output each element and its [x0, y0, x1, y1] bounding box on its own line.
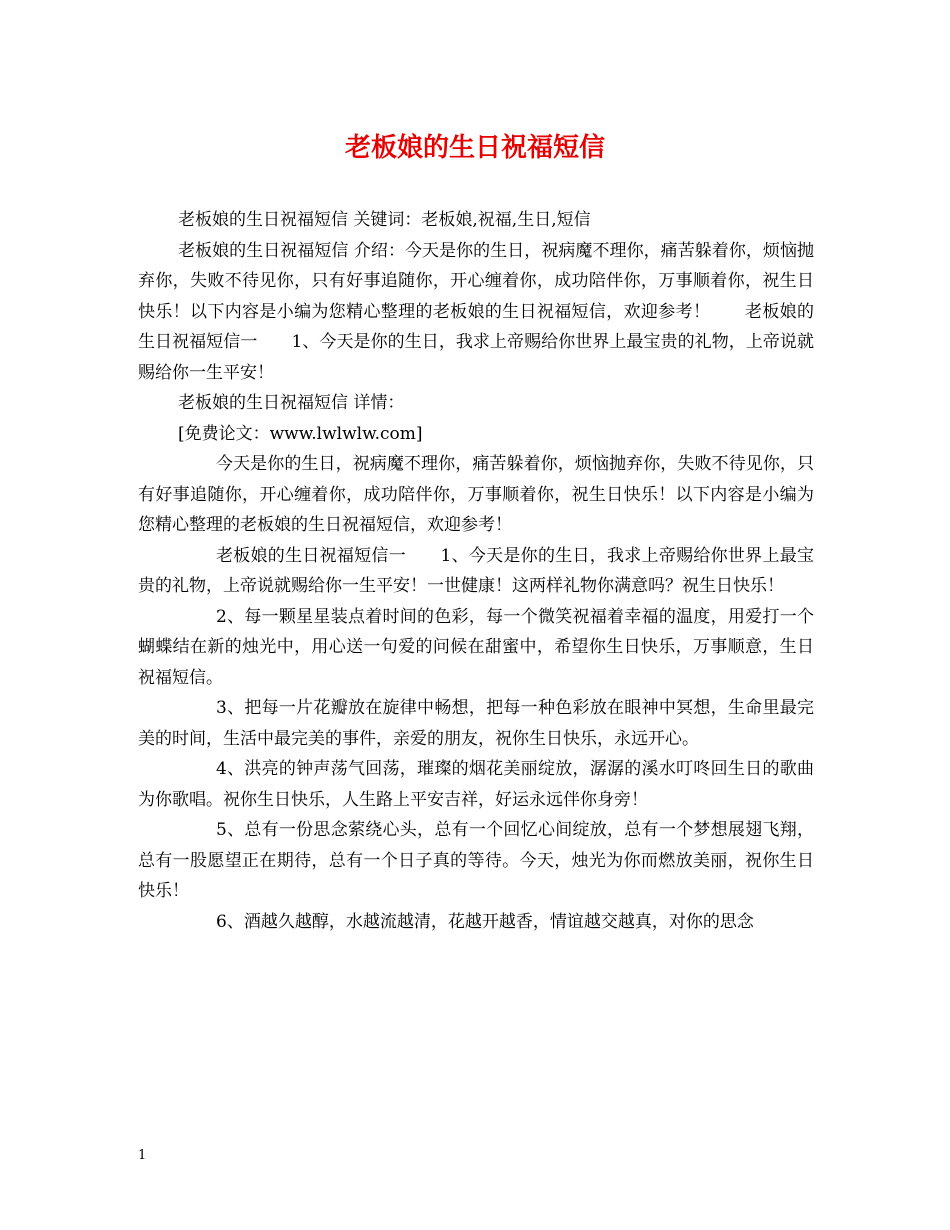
details-heading: 老板娘的生日祝福短信 详情：	[178, 393, 405, 413]
message-6-paragraph: 6、酒越久越醇，水越流越清，花越开越香，情谊越交越真，对你的思念	[216, 911, 754, 932]
document-body	[138, 205, 814, 937]
page-number: 1	[138, 1148, 147, 1163]
keywords-paragraph: 老板娘的生日祝福短信 关键词：老板娘,祝福,生日,短信	[178, 210, 591, 230]
message-2-paragraph: 2、每一颗星星装点着时间的色彩，每一个微笑祝福着幸福的温度，用爱打一个蝴蝶结在新的烛光中，用心送一句爱的问候在甜蜜中，希望你生日快乐，万事顺意，生日祝福短信。	[138, 606, 814, 688]
body-paragraph: 今天是你的生日，祝病魔不理你，痛苦躲着你，烦恼抛弃你，失败不待见你，只有好事追随你，开心缠着你，成功陪伴你，万事顺着你，祝生日快乐！以下内容是小编为您精心整理的老板娘的生日祝福短信，欢迎参考！	[138, 454, 814, 535]
source-link-text: [免费论文：www.lwlwlw.com]	[178, 423, 423, 444]
message-3-paragraph: 3、把每一片花瓣放在旋律中畅想，把每一种色彩放在眼神中冥想，生命里最完美的时间，生活中最完美的事件，亲爱的朋友，祝你生日快乐，永远开心。	[138, 698, 814, 749]
message-5-paragraph: 5、总有一份思念萦绕心头，总有一个回忆心间绽放，总有一个梦想展翅飞翔，总有一股愿望正在期待，总有一个日子真的等待。今天，烛光为你而燃放美丽，祝你生日快乐！	[138, 820, 814, 901]
intro-paragraph: 老板娘的生日祝福短信 介绍：今天是你的生日，祝病魔不理你，痛苦躲着你，烦恼抛弃你，失败不待见你，只有好事追随你，开心缠着你，成功陪伴你，万事顺着你，祝生日快乐！以下内容是小编为您精心整理的老板娘的生日祝福短信，欢迎参考！ 老板娘的生日祝福短信一 1、今天是你的生日，我求上帝赐给你世界上最宝贵的礼物，上帝说就赐给你一生平安！	[138, 240, 814, 383]
message-4-paragraph: 4、洪亮的钟声荡气回荡，璀璨的烟花美丽绽放，潺潺的溪水叮咚回生日的歌曲为你歌唱。祝你生日快乐，人生路上平安吉祥，好运永远伴你身旁！	[138, 759, 814, 810]
document-title: 老板娘的生日祝福短信	[344, 133, 605, 163]
message-1-paragraph: 老板娘的生日祝福短信一 1、今天是你的生日，我求上帝赐给你世界上最宝贵的礼物，上帝说就赐给你一生平安！一世健康！这两样礼物你满意吗？祝生日快乐！	[138, 545, 814, 596]
